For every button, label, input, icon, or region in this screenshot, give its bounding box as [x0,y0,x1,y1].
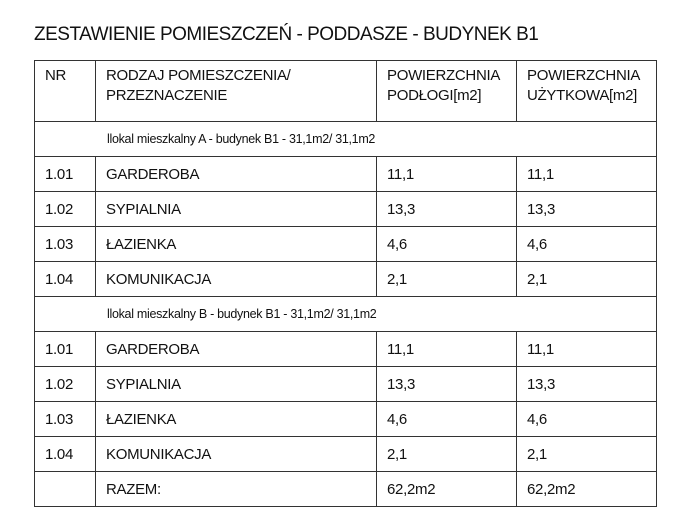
room-nr: 1.04 [35,262,96,297]
header-room-type [96,61,377,122]
header-usable-area-line2: UŻYTKOWA[m2] [527,87,638,104]
room-usable-area: 11,1 [517,157,657,192]
table-row [35,157,657,192]
room-floor-area: 2,1 [377,262,517,297]
header-room-type-line2: PRZEZNACZENIE [106,87,228,104]
table-row [35,227,657,262]
room-name: ŁAZIENKA [96,227,377,262]
total-row [35,472,657,507]
table-row [35,367,657,402]
total-floor-area: 62,2m2 [377,472,517,507]
table-row [35,262,657,297]
total-label: RAZEM: [96,472,377,507]
rooms-schedule-table [34,60,657,507]
room-floor-area: 11,1 [377,332,517,367]
room-name: KOMUNIKACJA [96,262,377,297]
room-name: KOMUNIKACJA [96,437,377,472]
total-nr [35,472,96,507]
room-name: GARDEROBA [96,157,377,192]
room-nr: 1.04 [35,437,96,472]
room-floor-area: 4,6 [377,402,517,437]
room-nr: 1.01 [35,332,96,367]
room-name: GARDEROBA [96,332,377,367]
room-usable-area: 11,1 [517,332,657,367]
room-floor-area: 2,1 [377,437,517,472]
room-nr: 1.02 [35,367,96,402]
header-floor-area [377,61,517,122]
room-floor-area: 11,1 [377,157,517,192]
header-nr-label: NR [45,67,67,84]
header-floor-area-line1: POWIERZCHNIA [387,67,501,84]
room-usable-area: 2,1 [517,437,657,472]
room-usable-area: 13,3 [517,192,657,227]
page-title: ZESTAWIENIE POMIESZCZEŃ - PODDASZE - BUDYNEK B1 [34,24,539,45]
room-nr: 1.02 [35,192,96,227]
header-usable-area [517,61,657,122]
table-row [35,332,657,367]
table-row [35,437,657,472]
section-label-b: llokal mieszkalny B - budynek B1 - 31,1m2/ 31,1m2 [35,297,657,332]
room-floor-area: 4,6 [377,227,517,262]
room-nr: 1.03 [35,402,96,437]
section-row-b [35,297,657,332]
room-name: ŁAZIENKA [96,402,377,437]
header-floor-area-line2: PODŁOGI[m2] [387,87,482,104]
header-nr [35,61,96,122]
section-label-a: llokal mieszkalny A - budynek B1 - 31,1m2/ 31,1m2 [35,122,657,157]
room-floor-area: 13,3 [377,192,517,227]
section-row-a [35,122,657,157]
room-usable-area: 2,1 [517,262,657,297]
room-usable-area: 4,6 [517,227,657,262]
header-room-type-line1: RODZAJ POMIESZCZENIA/ [106,67,291,84]
room-usable-area: 13,3 [517,367,657,402]
room-nr: 1.01 [35,157,96,192]
room-usable-area: 4,6 [517,402,657,437]
table-row [35,192,657,227]
room-floor-area: 13,3 [377,367,517,402]
table-row [35,402,657,437]
room-name: SYPIALNIA [96,367,377,402]
room-nr: 1.03 [35,227,96,262]
room-name: SYPIALNIA [96,192,377,227]
table-header-row [35,61,657,122]
total-usable-area: 62,2m2 [517,472,657,507]
header-usable-area-line1: POWIERZCHNIA [527,67,641,84]
